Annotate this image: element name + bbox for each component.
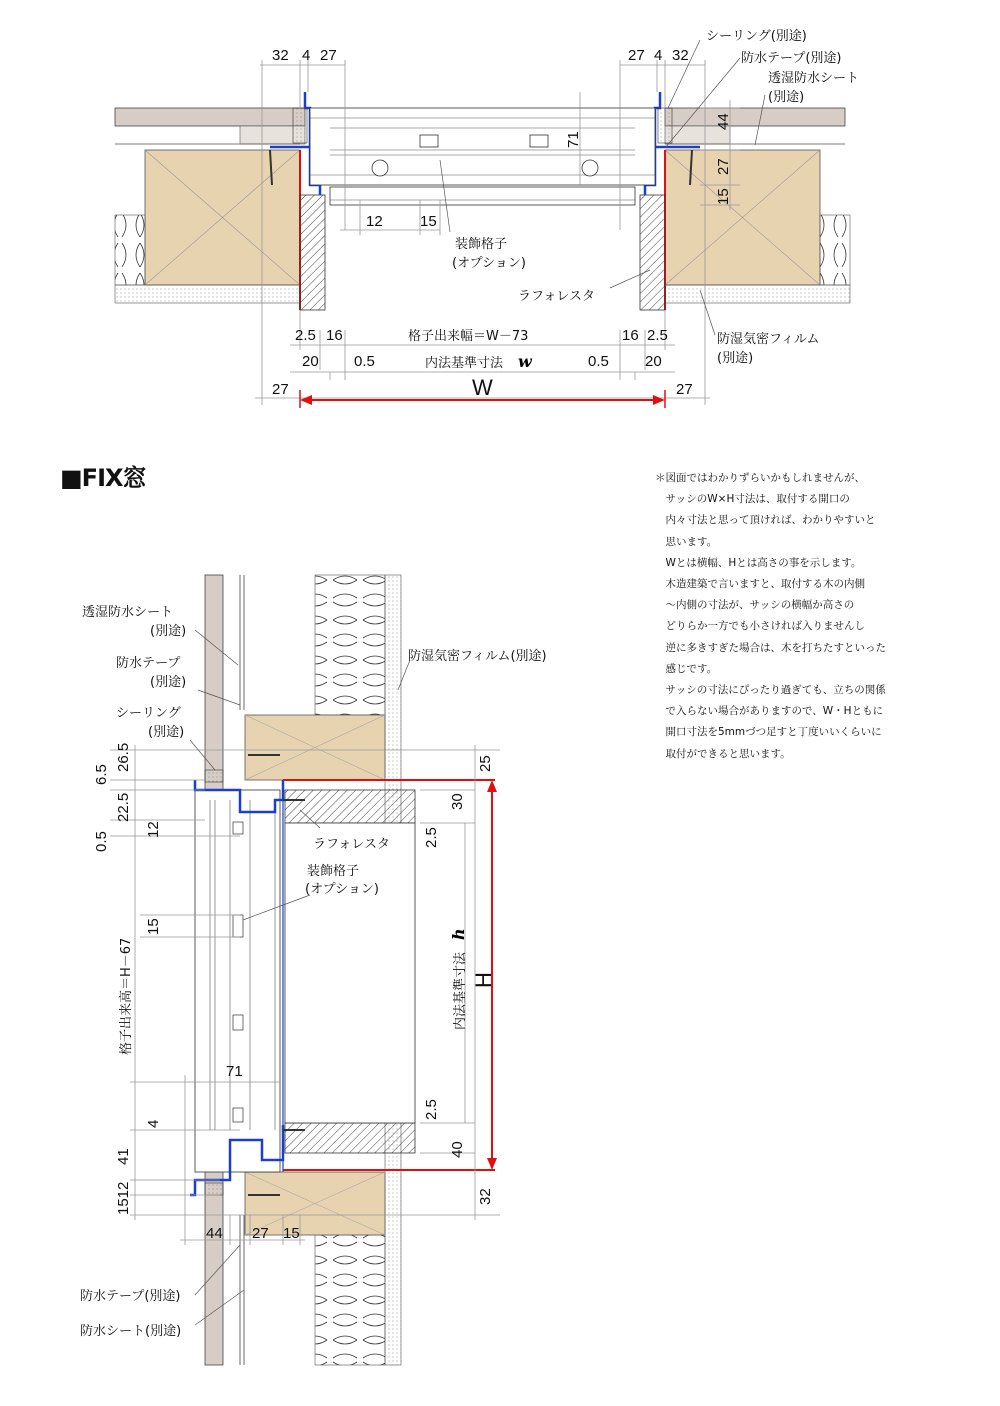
- section-dim-15: 15: [145, 918, 162, 935]
- plan-dim-15: 15: [420, 213, 437, 230]
- plan-label-lattice-2: (オプション): [452, 256, 526, 271]
- plan-dim-44: 44: [715, 113, 732, 130]
- plan-laforesta-left: [300, 195, 325, 310]
- section-label-moisture-sheet-2: (別途): [150, 624, 187, 639]
- section-dim-44: 44: [206, 1225, 223, 1242]
- note-line: Wとは横幅、Hとは高さの事を示します。: [655, 556, 862, 569]
- section-label-lattice: 装飾格子: [307, 864, 360, 879]
- plan-label-lattice: 装飾格子: [455, 237, 508, 252]
- section-dim-inner-base: 内法基準寸法: [453, 951, 468, 1030]
- plan-dim-lattice-width: 格子出来幅＝W－73: [408, 329, 529, 344]
- plan-dim-20-right: 20: [645, 353, 662, 370]
- note-line: ～内側の寸法が、サッシの横幅か高さの: [655, 599, 855, 612]
- section-label-sealing: シーリング: [116, 706, 181, 721]
- note-line: サッシの寸法にぴったり過ぎても、立ちの関係: [655, 684, 886, 697]
- section-label-sealing-2: (別途): [148, 725, 185, 740]
- plan-sash-body: [310, 108, 655, 185]
- section-dim-32: 32: [477, 1188, 494, 1205]
- plan-label-film: 防湿気密フィルム: [717, 332, 820, 347]
- section-label-laforesta: ラフォレスタ: [313, 837, 390, 852]
- plan-dim-71: 71: [565, 131, 582, 148]
- plan-dim-27-side: 27: [715, 158, 732, 175]
- section-dim-30: 30: [449, 793, 466, 810]
- section-label-sheet-bottom: 防水シート(別途): [80, 1324, 182, 1339]
- section-dim-26-5: 26.5: [115, 742, 132, 772]
- plan-drawing: [115, 28, 859, 408]
- section-dim-1512: 1512: [115, 1181, 132, 1215]
- plan-siding-left: [115, 108, 305, 126]
- note-line: 内々寸法と思って頂ければ、わかりやすいと: [655, 514, 876, 527]
- section-laforesta-top: [285, 790, 415, 823]
- section-dim-0-5: 0.5: [93, 831, 110, 852]
- plan-dim-15-side: 15: [715, 188, 732, 205]
- plan-siding-right: [665, 108, 845, 126]
- plan-label-waterproof-tape: 防水テープ(別途): [741, 51, 842, 66]
- plan-dim-27-outer-right: 27: [676, 381, 693, 398]
- section-dim-12: 12: [145, 821, 162, 838]
- plan-dim-inner-base-symbol: w: [518, 352, 532, 371]
- note-line: 逆に多きすぎた場合は、木を打ちたすといった: [655, 641, 886, 654]
- note-line: 開口寸法を5mmづつ足すと丁度いいくらいに: [655, 726, 882, 739]
- note-line: で入らない場合がありますので、W・Hともに: [655, 705, 884, 718]
- section-laforesta-bottom: [285, 1123, 415, 1153]
- plan-insulation-right: [820, 215, 850, 285]
- section-dim-40: 40: [449, 1141, 466, 1158]
- section-title: ■FIX窓: [60, 464, 146, 492]
- plan-dim-4-right: 4: [654, 47, 663, 64]
- section-dim-71: 71: [226, 1063, 243, 1080]
- section-dim-2-5-bottom: 2.5: [423, 1099, 440, 1120]
- section-insulation-top: [315, 575, 385, 715]
- plan-dim-20-left: 20: [302, 353, 319, 370]
- plan-laforesta-right: [640, 195, 665, 310]
- plan-dim-12: 12: [366, 213, 383, 230]
- section-dim-2-5-top: 2.5: [423, 827, 440, 848]
- section-dim-lattice-height: 格子出来高＝H－67: [119, 937, 134, 1055]
- section-label-moisture-sheet: 透湿防水シート: [82, 605, 174, 620]
- plan-dim-0-5-left: 0.5: [354, 353, 375, 370]
- plan-dim-4-left: 4: [302, 47, 311, 64]
- plan-dim-W: W: [472, 375, 493, 400]
- section-dim-25: 25: [477, 755, 494, 772]
- note-line: ＊図面ではわかりずらいかもしれませんが、: [655, 472, 865, 484]
- section-dim-4: 4: [145, 1119, 162, 1128]
- section-dim-22-5: 22.5: [115, 792, 132, 822]
- note-line: どりらか一方でも小さければ入りませんし: [655, 620, 865, 633]
- plan-dim-0-5-right: 0.5: [588, 353, 609, 370]
- note-line: サッシのW×H寸法は、取付する開口の: [655, 493, 850, 506]
- plan-dim-16-right: 16: [622, 327, 639, 344]
- section-label-tape-bottom: 防水テープ(別途): [80, 1289, 181, 1304]
- note-line: 木造建築で言いますと、取付する木の内側: [655, 578, 865, 591]
- note-line: 思います。: [655, 535, 718, 548]
- plan-dim-32-right: 32: [672, 47, 689, 64]
- plan-label-moisture-sheet: 透湿防水シート: [768, 71, 860, 86]
- plan-dim-2-5-left: 2.5: [295, 327, 316, 344]
- section-dim-H: H: [471, 972, 496, 988]
- plan-label-film-2: (別途): [717, 351, 754, 366]
- section-label-lattice-2: (オプション): [305, 882, 379, 897]
- plan-lattice-bar: [420, 135, 438, 147]
- section-label-waterproof-tape-2: (別途): [150, 675, 187, 690]
- explanation-note: [655, 468, 985, 765]
- plan-dim-27-left: 27: [320, 47, 337, 64]
- section-label-waterproof-tape: 防水テープ: [116, 656, 181, 671]
- section-dim-inner-base-symbol: h: [449, 928, 468, 940]
- note-line: 取付ができると思います。: [655, 747, 791, 760]
- section-dim-15-bottom: 15: [283, 1225, 300, 1242]
- section-insulation-bottom: [315, 1235, 385, 1365]
- section-dim-41: 41: [115, 1148, 132, 1165]
- section-drawing: [80, 575, 547, 1365]
- plan-dim-2-5-right: 2.5: [647, 327, 668, 344]
- plan-insulation-left: [115, 215, 145, 285]
- plan-dim-27-outer-left: 27: [272, 381, 289, 398]
- section-dim-27: 27: [252, 1225, 269, 1242]
- plan-label-sealing: シーリング(別途): [706, 29, 807, 44]
- note-line: 感じです。: [655, 662, 718, 675]
- plan-dim-inner-base: 内法基準寸法: [425, 356, 504, 371]
- section-lattice-bar: [233, 822, 243, 834]
- plan-dim-16-left: 16: [326, 327, 343, 344]
- plan-dim-27-right: 27: [628, 47, 645, 64]
- plan-label-laforesta: ラフォレスタ: [518, 289, 595, 304]
- plan-dim-32-left: 32: [272, 47, 289, 64]
- section-label-film: 防湿気密フィルム(別途): [408, 649, 547, 664]
- plan-label-moisture-sheet-2: (別途): [768, 90, 805, 105]
- section-dim-6-5: 6.5: [93, 764, 110, 785]
